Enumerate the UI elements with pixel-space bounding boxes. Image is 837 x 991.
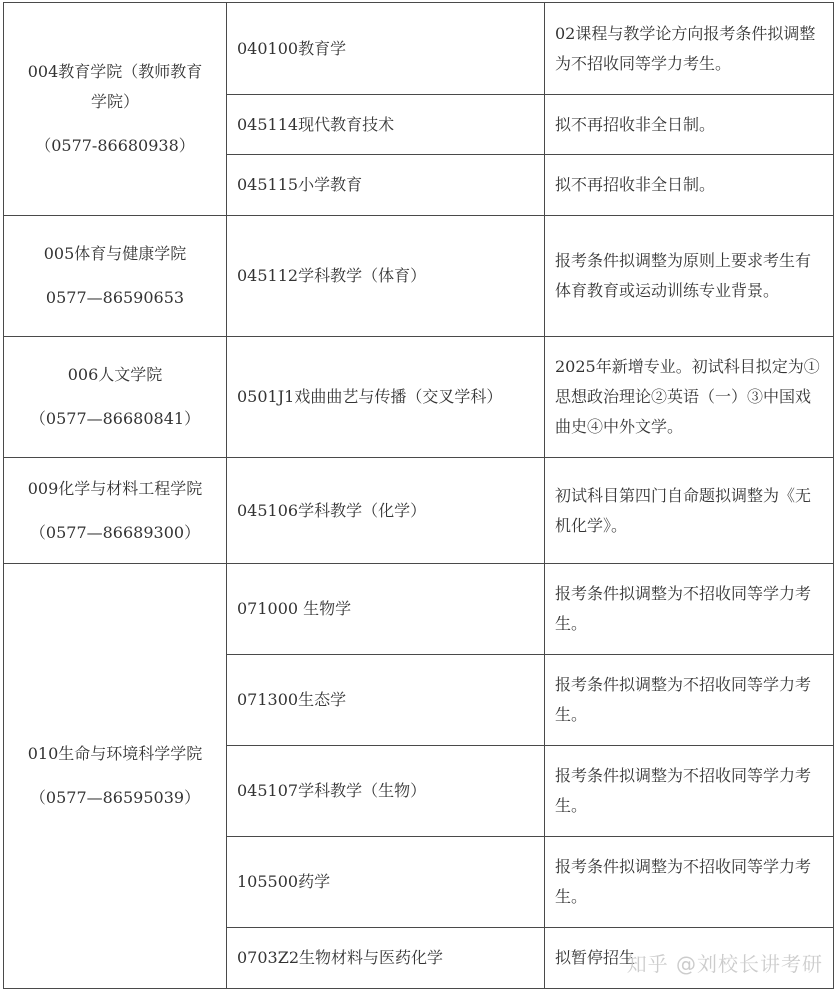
note-cell: 报考条件拟调整为原则上要求考生有体育教育或运动训练专业背景。 [545, 216, 834, 337]
major-cell: 045107学科教学（生物） [227, 746, 545, 837]
college-cell-009 [4, 458, 227, 564]
major-cell: 045106学科教学（化学） [227, 458, 545, 564]
college-name-line: 009化学与材料工程学院 [27, 478, 203, 498]
college-cell-004 [4, 3, 227, 216]
college-name-line: 学院） [90, 92, 139, 111]
college-phone: （0577-86680938） [35, 136, 195, 155]
table-row [4, 216, 834, 337]
college-name-line: 004教育学院（教师教育 [27, 62, 203, 81]
major-cell: 040100教育学 [227, 3, 545, 95]
college-cell-006 [4, 337, 227, 458]
table-row [4, 458, 834, 564]
college-phone: （0577—86595039） [29, 788, 201, 807]
major-cell: 0501J1戏曲曲艺与传播（交叉学科） [227, 337, 545, 458]
college-name-line: 010生命与环境科学学院 [27, 744, 203, 763]
note-cell: 报考条件拟调整为不招收同等学力考生。 [545, 655, 834, 746]
note-cell: 报考条件拟调整为不招收同等学力考生。 [545, 746, 834, 837]
table-row [4, 3, 834, 95]
college-cell-005 [4, 216, 227, 337]
college-name-line: 006人文学院 [67, 365, 163, 384]
college-phone: 0577—86590653 [45, 288, 185, 307]
note-cell: 拟不再招收非全日制。 [545, 95, 834, 155]
major-cell: 105500药学 [227, 837, 545, 928]
note-cell: 报考条件拟调整为不招收同等学力考生。 [545, 837, 834, 928]
college-phone: （0577—86689300） [29, 522, 201, 542]
zhihu-watermark: 知乎 @刘校长讲考研 [626, 952, 823, 976]
table-row [4, 564, 834, 655]
college-phone: （0577—86680841） [29, 409, 201, 428]
note-cell: 02课程与教学论方向报考条件拟调整为不招收同等学力考生。 [545, 3, 834, 95]
college-name-line: 005体育与健康学院 [43, 244, 187, 263]
admission-changes-table [3, 2, 834, 989]
note-cell: 拟不再招收非全日制。 [545, 155, 834, 216]
major-cell: 045114现代教育技术 [227, 95, 545, 155]
major-cell: 045115小学教育 [227, 155, 545, 216]
major-cell: 071000 生物学 [227, 564, 545, 655]
note-cell: 初试科目第四门自命题拟调整为《无机化学》。 [545, 458, 834, 564]
note-cell: 2025年新增专业。初试科目拟定为①思想政治理论②英语（一）③中国戏曲史④中外文学。 [545, 337, 834, 458]
major-cell: 071300生态学 [227, 655, 545, 746]
college-cell-010 [4, 564, 227, 989]
major-cell: 0703Z2生物材料与医药化学 [227, 928, 545, 989]
table-row [4, 337, 834, 458]
note-cell: 报考条件拟调整为不招收同等学力考生。 [545, 564, 834, 655]
major-cell: 045112学科教学（体育） [227, 216, 545, 337]
note-cell: 拟暂停招生 [545, 928, 834, 989]
